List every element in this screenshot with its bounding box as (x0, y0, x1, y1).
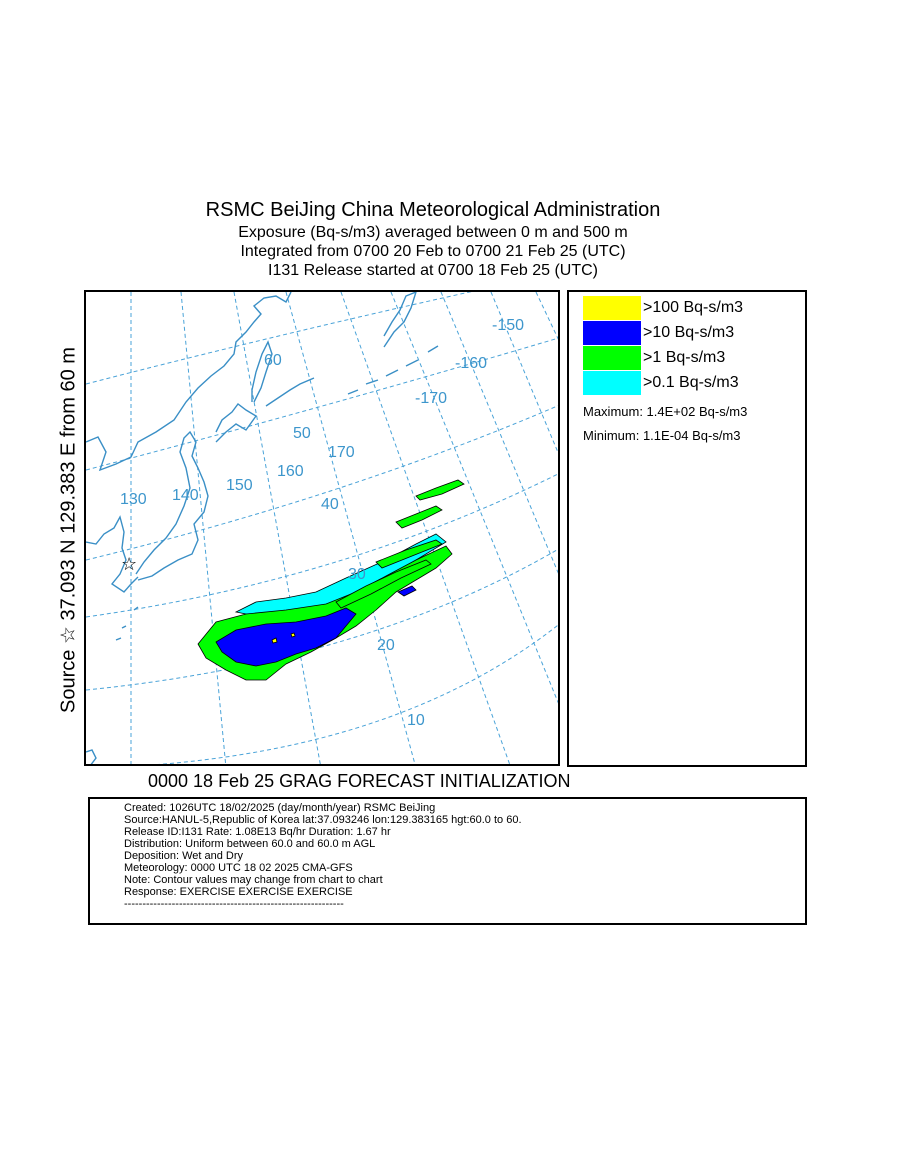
meridian-m150 (536, 292, 560, 347)
plume-green-streak-3 (416, 480, 464, 500)
parallel-60 (86, 292, 560, 384)
info-response: Response: EXERCISE EXERCISE EXERCISE (124, 886, 353, 898)
coast-aleutians (348, 346, 438, 394)
coast-philippines-corner (86, 750, 96, 766)
lon-label-150: 150 (226, 477, 253, 494)
lon-label-140: 140 (172, 487, 199, 504)
lat-label-40: 40 (321, 496, 339, 513)
info-meteorology: Meteorology: 0000 UTC 18 02 2025 CMA-GFS (124, 862, 353, 874)
legend-label: >0.1 Bq-s/m3 (643, 374, 739, 391)
coast-japan-hokkaido (216, 404, 256, 442)
meridian-160 (286, 292, 416, 766)
source-location-label: Source ☆ 37.093 N 129.383 E from 60 m (57, 347, 80, 713)
plume-green-streak-2 (396, 506, 442, 528)
source-star-marker: ☆ (121, 554, 138, 575)
lat-label-20: 20 (377, 637, 395, 654)
legend-swatch-blue (583, 321, 641, 345)
info-distribution: Distribution: Uniform between 60.0 and 60.0 m AGL (124, 838, 376, 850)
coast-kuriles (266, 378, 314, 406)
legend-maximum: Maximum: 1.4E+02 Bq-s/m3 (583, 404, 748, 419)
lon-label-130: 130 (120, 491, 147, 508)
grid-labels (120, 317, 524, 729)
map-canvas (86, 292, 560, 766)
coast-asia-mainland (86, 292, 291, 470)
coastlines (86, 292, 438, 766)
info-release: Release ID:I131 Rate: 1.08E13 Bq/hr Duration: 1.67 hr (124, 826, 391, 838)
lat-label-10: 10 (407, 712, 425, 729)
legend-minimum: Minimum: 1.1E-04 Bq-s/m3 (583, 428, 741, 443)
info-note: Note: Contour values may change from chart to chart (124, 874, 383, 886)
lon-label-m150: -150 (492, 317, 525, 334)
forecast-caption: 0000 18 Feb 25 GRAG FORECAST INITIALIZATION (148, 771, 571, 791)
coast-japan-honshu (136, 432, 208, 580)
legend-label: >10 Bq-s/m3 (643, 324, 735, 341)
chart-title: RSMC BeiJing China Meteorological Administration (205, 199, 661, 221)
lat-label-60: 60 (264, 352, 282, 369)
lon-label-m160: -160 (455, 355, 488, 372)
lon-label-160: 160 (277, 463, 304, 480)
legend-panel (567, 290, 807, 767)
exposure-subtitle: Exposure (Bq-s/m3) averaged between 0 m and 500 m (238, 224, 628, 241)
info-rule: ------------------------------------------------------------ (124, 898, 344, 910)
lon-label-170: 170 (328, 444, 355, 461)
legend-label: >1 Bq-s/m3 (643, 349, 726, 366)
legend-swatch-yellow (583, 296, 641, 320)
info-deposition: Deposition: Wet and Dry (124, 850, 244, 862)
plume-yellow-peak-2 (291, 633, 295, 637)
legend-swatch-cyan (583, 371, 641, 395)
parallel-lines (86, 292, 560, 766)
release-start: I131 Release started at 0700 18 Feb 25 (UTC) (268, 262, 598, 279)
info-created: Created: 1026UTC 18/02/2025 (day/month/year) RSMC BeiJing (124, 802, 436, 814)
parallel-50 (86, 337, 560, 470)
dispersion-map (84, 290, 560, 766)
legend-swatch-green (583, 346, 641, 370)
lat-label-30: 30 (348, 566, 366, 583)
coast-kamchatka (384, 292, 416, 347)
coast-sakhalin (252, 342, 272, 402)
integration-period: Integrated from 0700 20 Feb to 0700 21 Feb 25 (UTC) (240, 243, 626, 260)
info-source: Source:HANUL-5,Republic of Korea lat:37.093246 lon:129.383165 hgt:60.0 to 60. (124, 814, 522, 826)
lat-label-50: 50 (293, 425, 311, 442)
meridian-m170 (441, 292, 560, 582)
coast-taiwan-islands (116, 607, 138, 640)
legend-label: >100 Bq-s/m3 (643, 299, 744, 316)
run-info-box (88, 797, 807, 925)
lon-label-m170: -170 (415, 390, 448, 407)
